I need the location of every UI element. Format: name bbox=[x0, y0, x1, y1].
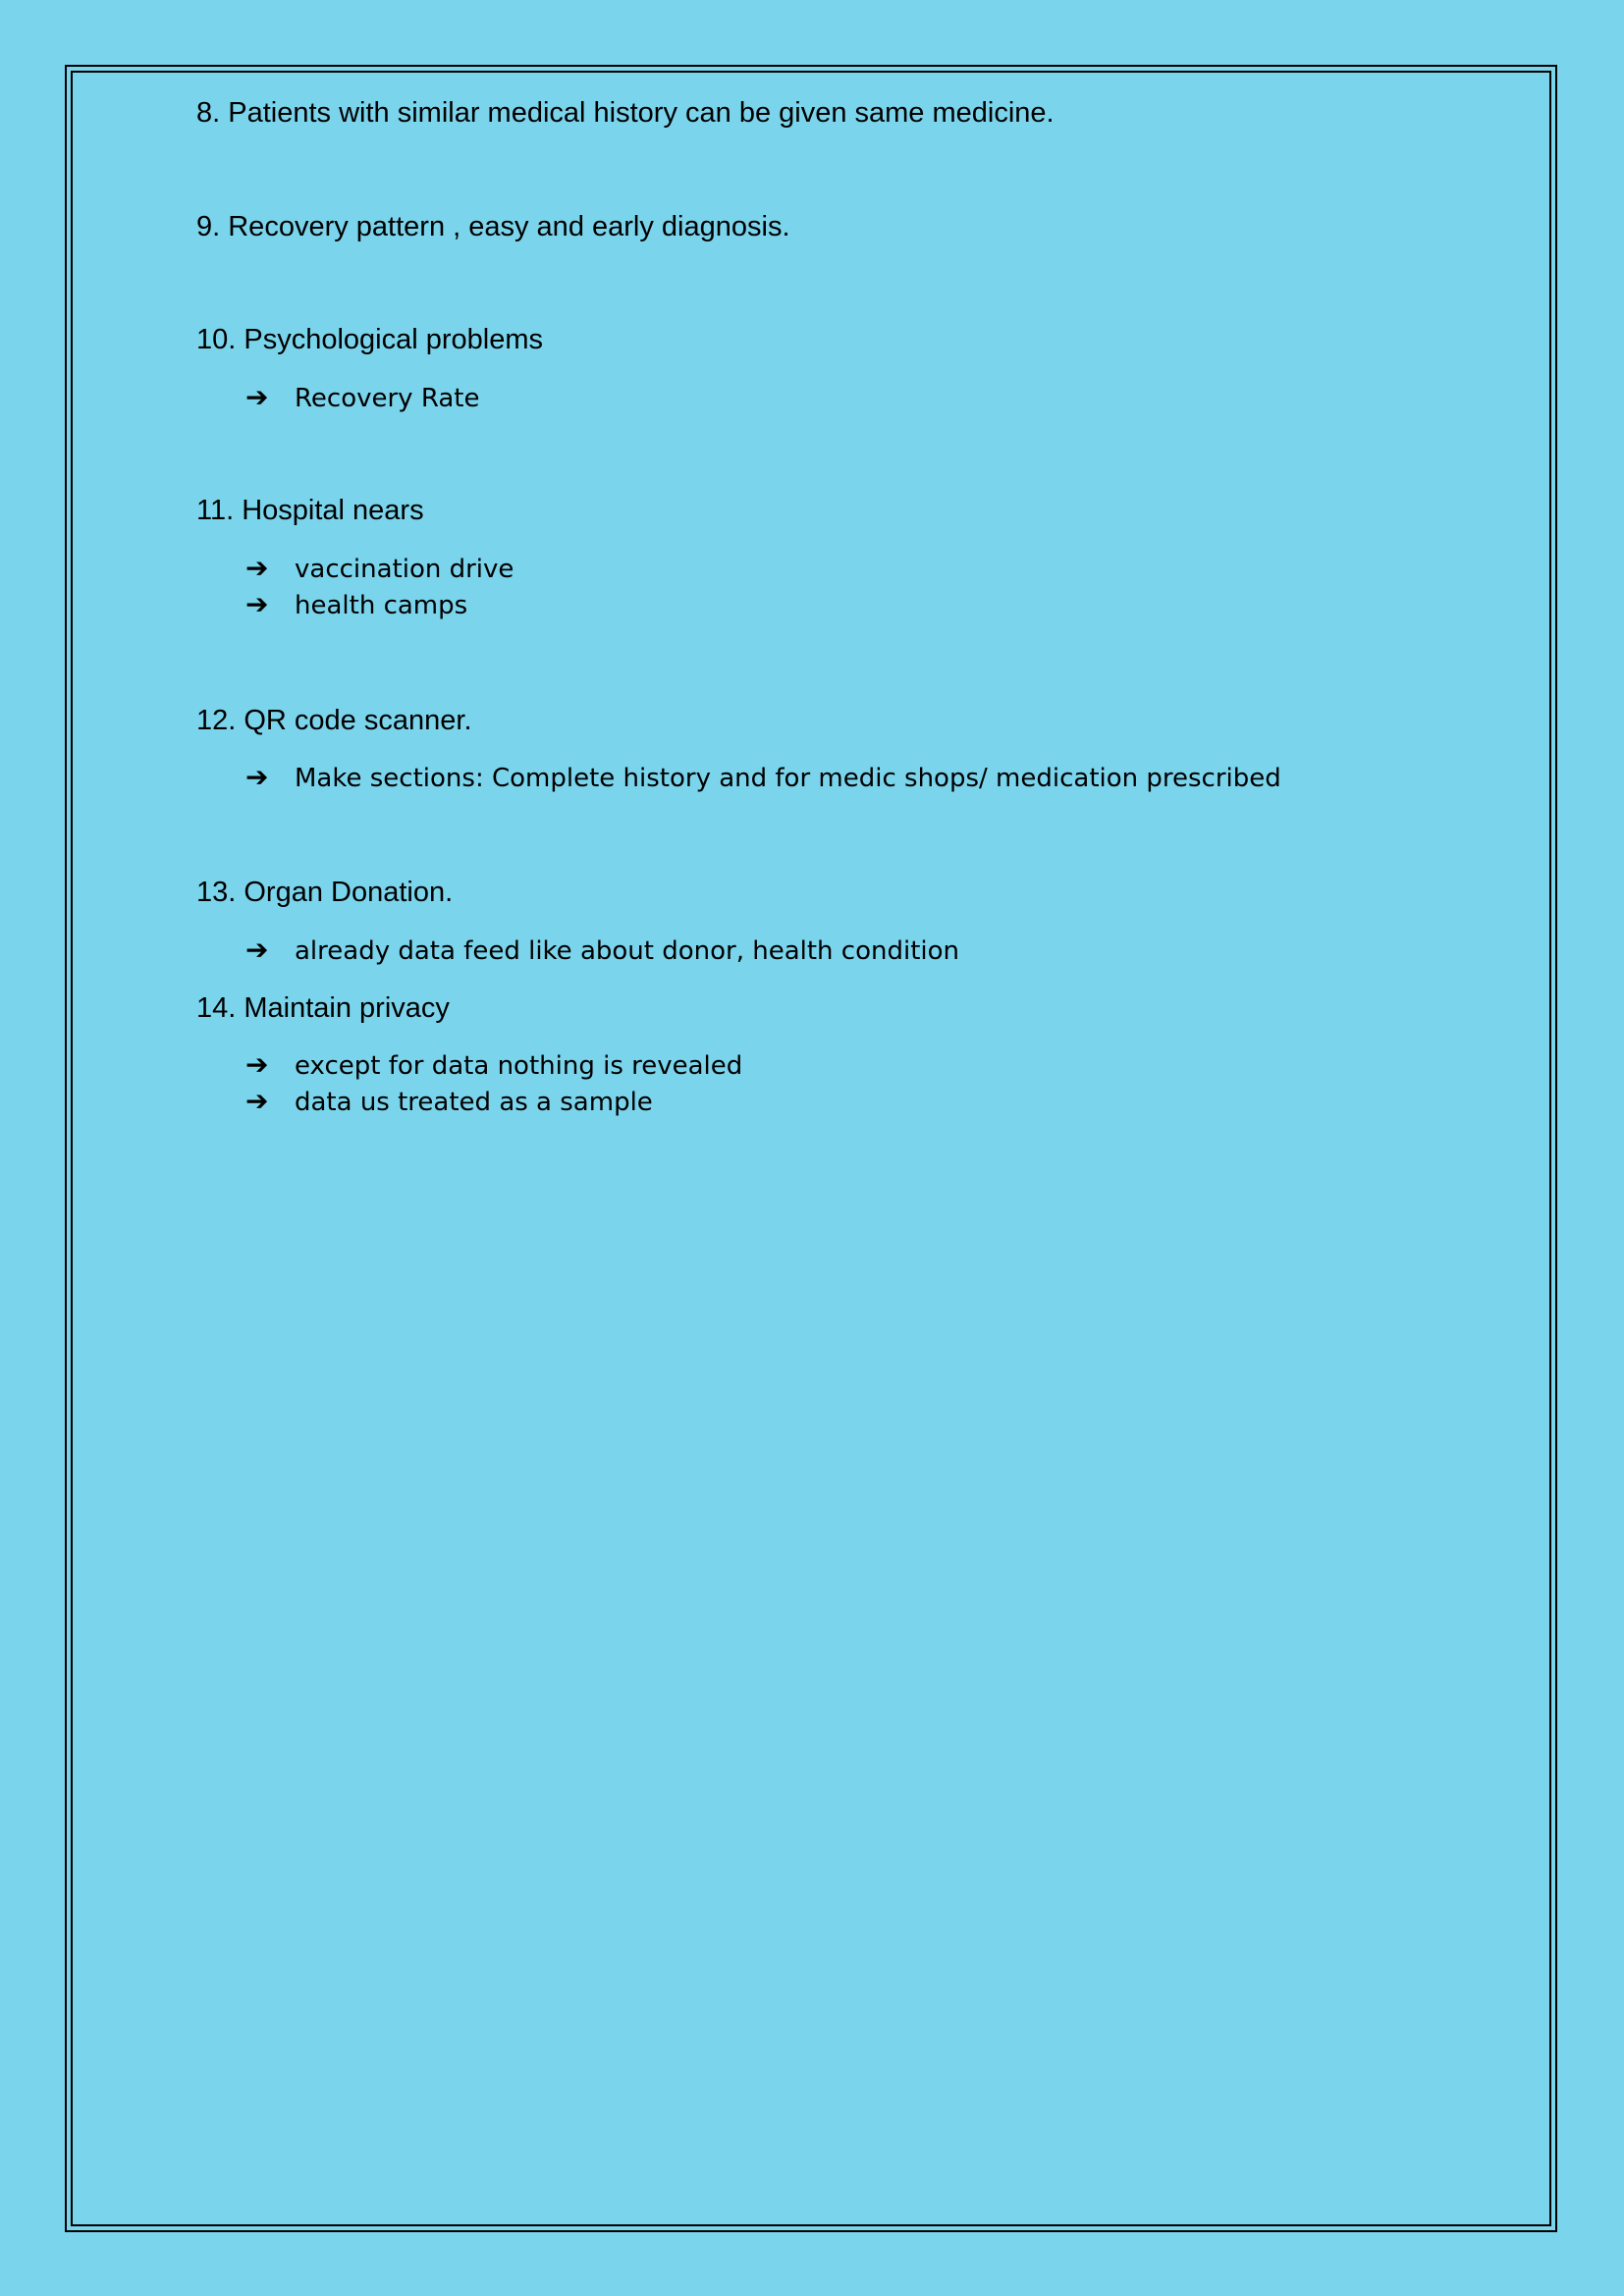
point-12-subitem bbox=[245, 761, 1281, 795]
subitem-text: already data feed like about donor, health condition bbox=[295, 936, 960, 966]
subitem-text: data us treated as a sample bbox=[295, 1088, 653, 1117]
subitem-text: Recovery Rate bbox=[295, 384, 480, 413]
subitem-text: vaccination drive bbox=[295, 555, 514, 584]
point-12: 12. QR code scanner. bbox=[196, 705, 472, 736]
arrow-right-icon: ➔ bbox=[245, 588, 269, 620]
point-14-subitem bbox=[245, 1085, 653, 1119]
subitem-text: except for data nothing is revealed bbox=[295, 1051, 743, 1081]
point-11-subitem bbox=[245, 552, 514, 586]
arrow-right-icon: ➔ bbox=[245, 1085, 269, 1117]
point-10-subitem bbox=[245, 381, 479, 415]
point-11-subitem bbox=[245, 588, 467, 622]
subitem-text: health camps bbox=[295, 591, 468, 620]
arrow-right-icon: ➔ bbox=[245, 381, 269, 413]
point-14: 14. Maintain privacy bbox=[196, 992, 450, 1024]
point-10: 10. Psychological problems bbox=[196, 324, 544, 355]
arrow-right-icon: ➔ bbox=[245, 761, 269, 793]
arrow-right-icon: ➔ bbox=[245, 934, 269, 966]
point-11: 11. Hospital nears bbox=[196, 495, 424, 526]
arrow-right-icon: ➔ bbox=[245, 552, 269, 584]
point-9: 9. Recovery pattern , easy and early diagnosis. bbox=[196, 211, 790, 242]
subitem-text: Make sections: Complete history and for medic shops/ medication prescribed bbox=[295, 764, 1281, 793]
point-13-subitem bbox=[245, 934, 959, 968]
arrow-right-icon: ➔ bbox=[245, 1048, 269, 1081]
point-14-subitem bbox=[245, 1048, 742, 1083]
point-8: 8. Patients with similar medical history can be given same medicine. bbox=[196, 97, 1055, 129]
point-13: 13. Organ Donation. bbox=[196, 877, 454, 908]
